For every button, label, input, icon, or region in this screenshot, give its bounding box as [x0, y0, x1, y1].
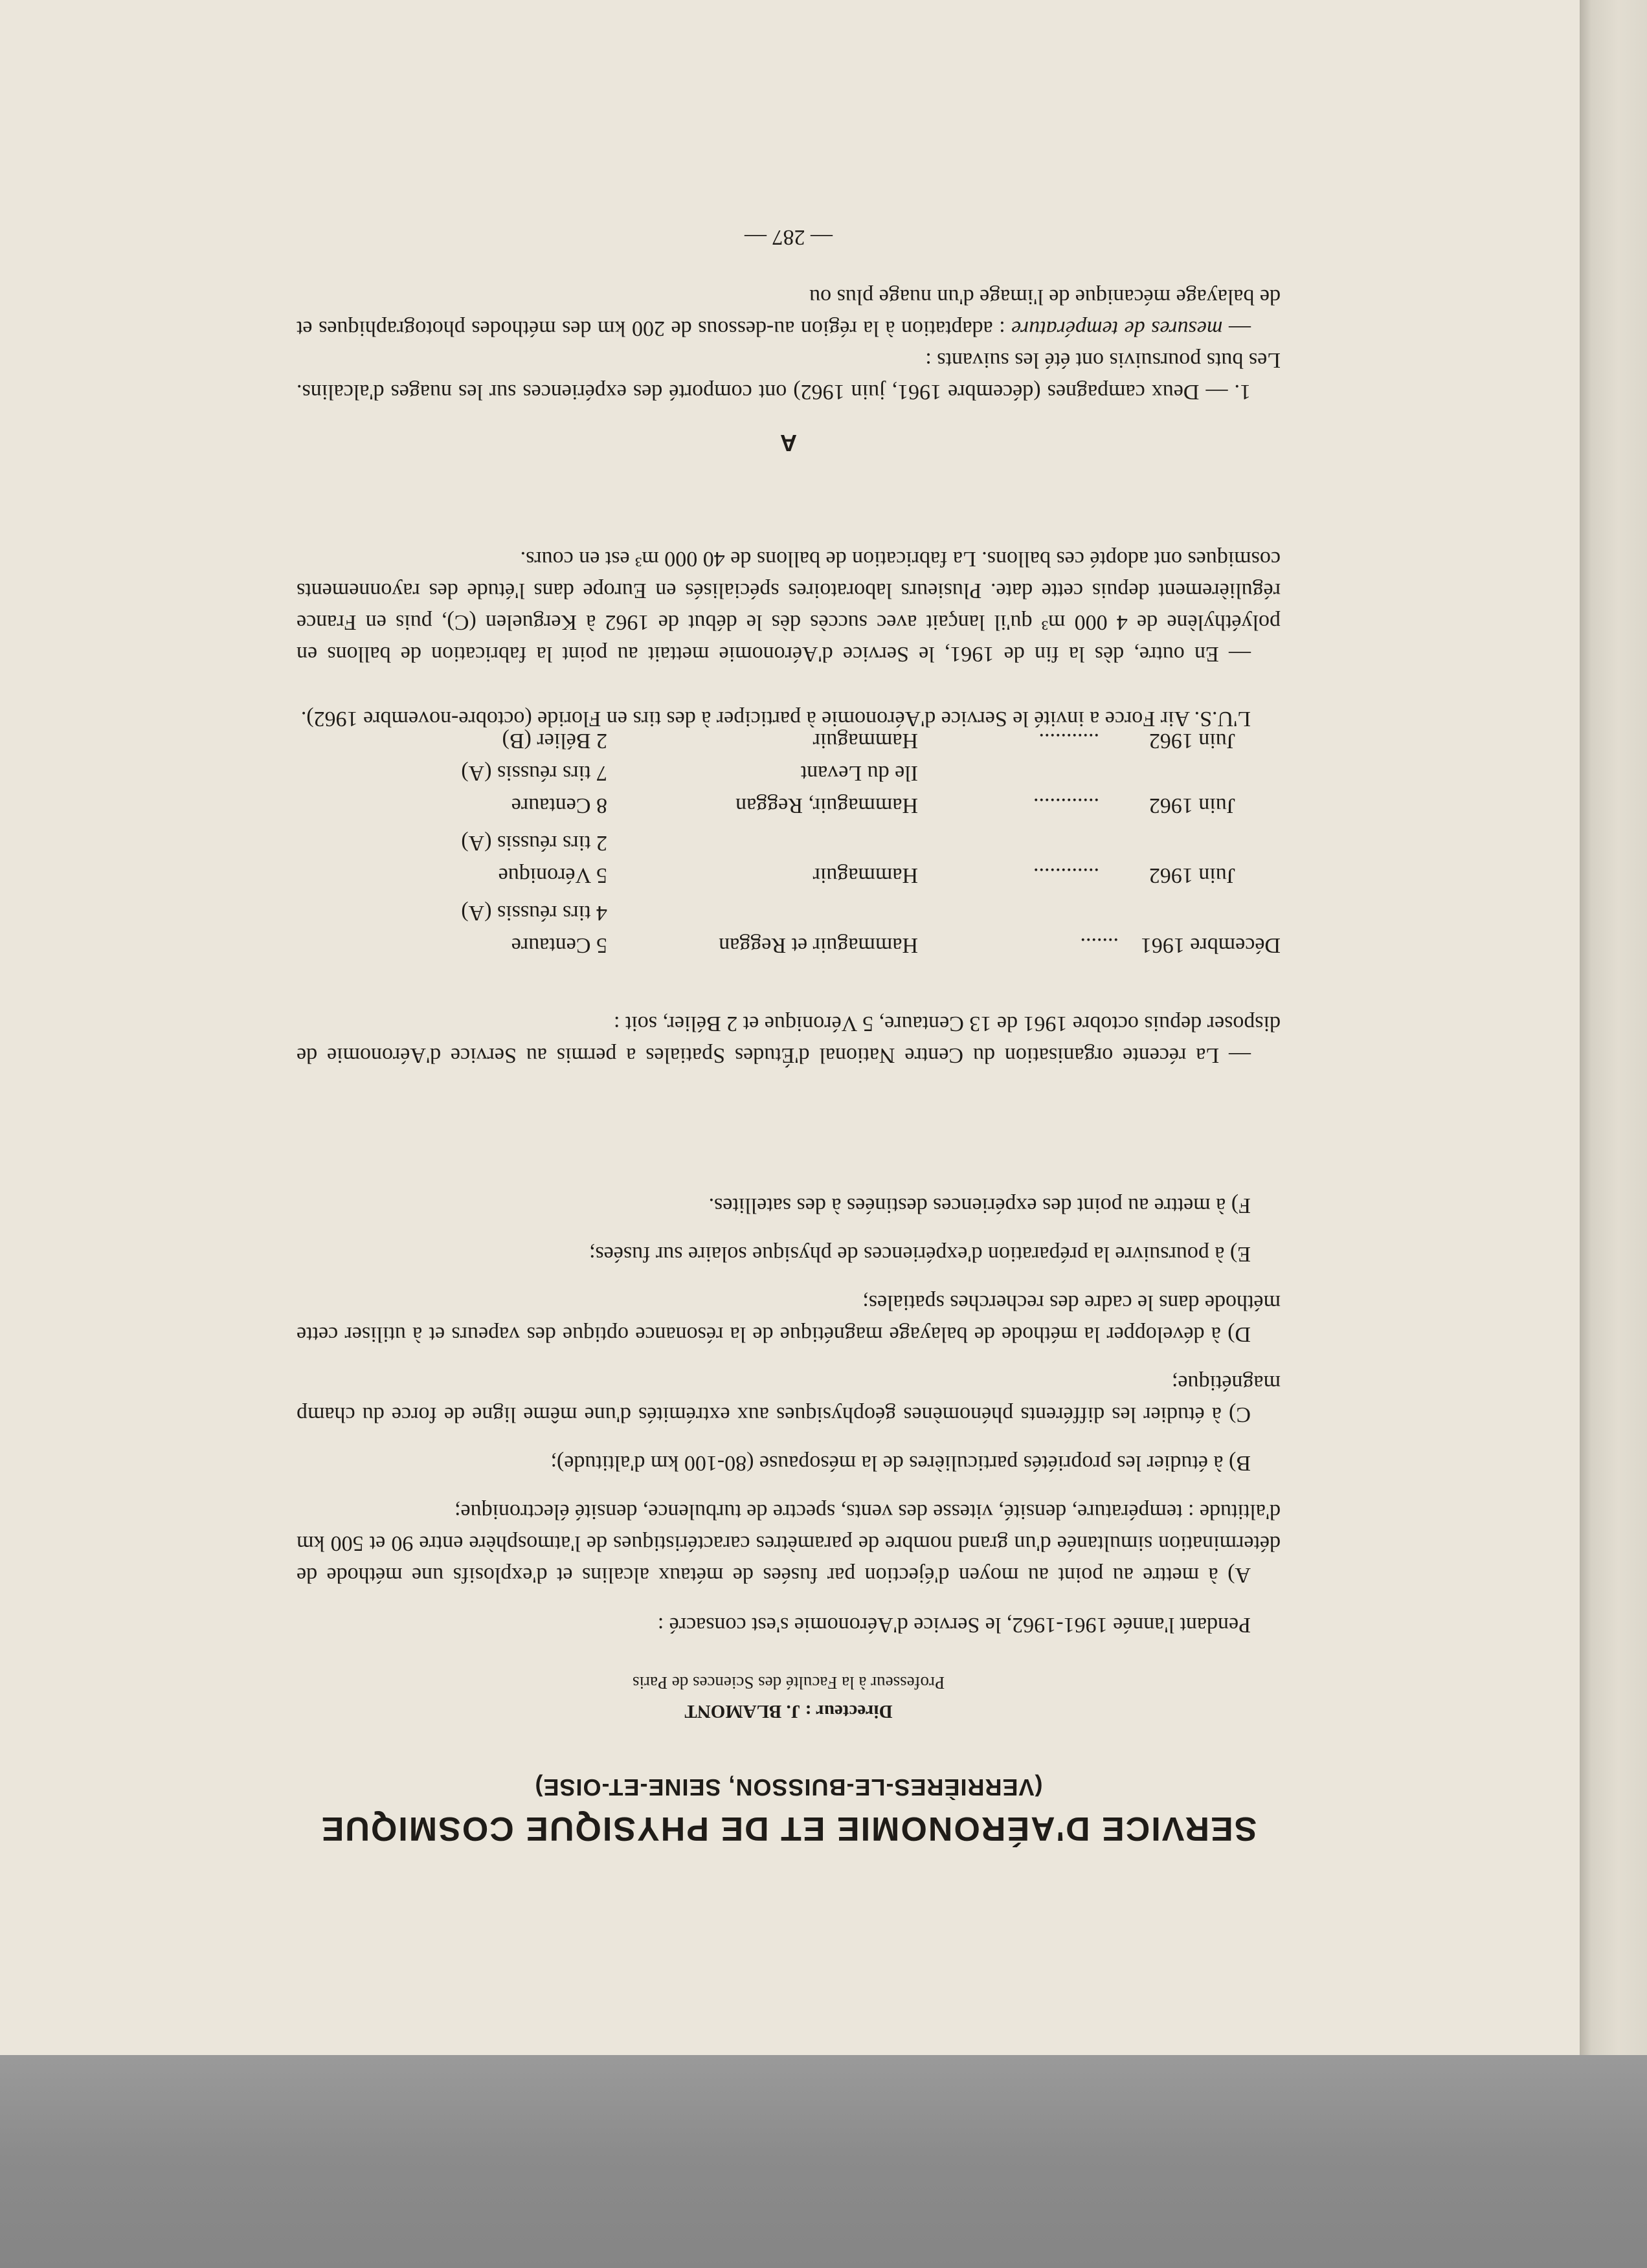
launch-rockets: 5 Véronique [498, 863, 607, 887]
objective-e: E) à poursuivre la préparation d'expériences de physique solaire sur fusées; [589, 1242, 1251, 1266]
launch-row [297, 859, 1281, 891]
launch-date: Décembre 1961 [1140, 933, 1281, 957]
cnes-section [297, 1008, 1281, 1071]
launch-date: Juin 1962 [1148, 729, 1235, 753]
temperature-text: : adaptation à la région au-dessous de 200 km des méthodes photographiques et de balayage mécanique de l'image d'un nuage plus ou [297, 285, 1281, 340]
launch-row [297, 827, 1281, 859]
usaf-paragraph: L'U.S. Air Force a invité le Service d'Aéronomie à participer à des tirs en Floride (octobre-novembre 1962). [300, 707, 1251, 731]
launch-site: Hammaguir [812, 729, 918, 753]
launch-date: Juin 1962 [1148, 863, 1235, 887]
launch-rockets: 7 tirs réussis (A) [461, 761, 607, 785]
objective-c: C) à étudier les différents phénomènes géophysiques aux extrémités d'une même ligne de force du champ magnétique; [297, 1371, 1281, 1427]
launch-dots: ............ [1033, 863, 1099, 887]
balloons-paragraph: — En outre, dès la fin de 1961, le Service d'Aéronomie mettait au point la fabrication de ballons en polyéthylène de 4 000 m³ qu'il lançait avec succès dès le début de 1962 à Kerguelen (C), puis en France régulièrement depuis cette date. Plusieurs laboratoires spécialisés en Europe dans l'étude des rayonnements cosmiques ont adopté ces ballons. La fabrication de ballons de 40 000 m³ est en cours. [297, 547, 1281, 666]
launch-row [297, 789, 1281, 821]
campaigns-section [297, 281, 1281, 408]
objective-f: F) à mettre au point des expériences destinées à des satellites. [708, 1194, 1251, 1217]
usaf-section [297, 703, 1281, 735]
temperature-prefix: — [1222, 317, 1251, 340]
page-number: — 287 — [745, 225, 833, 249]
document-subtitle: (VERRIÈRES-LE-BUISSON, SEINE-ET-OISE) [534, 1774, 1043, 1801]
launch-dots: ....... [1080, 933, 1119, 957]
intro-paragraph: Pendant l'année 1961-1962, le Service d'Aéronomie s'est consacré : [657, 1613, 1251, 1637]
objective-a: A) à mettre au point au moyen d'éjection par fusées de métaux alcalins et d'explosifs une méthode de détermination simultanée d'un grand nombre de paramètres caractéristiques de l'atmosphère entre 90 et 500 km d'altitude : température, densité, vitesse des vents, spectre de turbulence, densité électronique; [297, 1500, 1281, 1587]
intro-section [297, 1609, 1281, 1641]
launch-site: Hammaguir [812, 863, 918, 887]
director-affiliation: Professeur à la Faculté des Sciences de Paris [632, 1673, 945, 1693]
launch-site: Hammaguir et Reggan [719, 933, 918, 957]
objective-b: B) à étudier les propriétés particulières de la mésopause (80-100 km d'altitude); [550, 1451, 1251, 1475]
objectives-list [297, 1190, 1281, 1591]
scanner-lid-band [0, 2055, 1647, 2268]
launch-site: Ile du Levant [800, 761, 918, 785]
temperature-paragraph [297, 281, 1281, 344]
director-line: Directeur : J. BLAMONT [684, 1701, 893, 1722]
launch-date: Juin 1962 [1148, 794, 1235, 817]
launch-result: 2 tirs réussis (A) [461, 831, 607, 855]
launch-row [297, 929, 1281, 961]
launch-dots: ........... [1038, 729, 1099, 753]
launch-site: Hammaguir, Reggan [735, 794, 918, 817]
launch-table [297, 724, 1281, 961]
launch-result: 4 tirs réussis (A) [461, 901, 607, 925]
cnes-paragraph: — La récente organisation du Centre National d'Études Spatiales a permis au Service d'Aéronomie de disposer depuis octobre 1961 de 13 Centaure, 5 Véronique et 2 Bélier, soit : [297, 1012, 1281, 1067]
balloons-block [297, 543, 1281, 670]
section-letter: A [780, 430, 797, 456]
temperature-label: mesures de température [1011, 317, 1223, 340]
launch-dots: ............ [1033, 794, 1099, 817]
objective-d: D) à développer la méthode de balayage magnétique de la résonance optique des vapeurs et à utiliser cette méthode dans le cadre des recherches spatiales; [297, 1291, 1281, 1346]
document-title: SERVICE D'AÉRONOMIE ET DE PHYSIQUE COSMIQUE [320, 1810, 1257, 1847]
launch-row [297, 896, 1281, 929]
launch-rockets: 2 Bélier (B) [502, 729, 607, 753]
launch-rockets: 8 Centaure [511, 794, 607, 817]
campaigns-paragraph: 1. — Deux campagnes (décembre 1961, juin 1962) ont comporté des expériences sur les nuages d'alcalins. Les buts poursuivis ont été les suivants : [297, 348, 1281, 404]
launch-rockets: 5 Centaure [511, 933, 607, 957]
launch-row [297, 757, 1281, 789]
